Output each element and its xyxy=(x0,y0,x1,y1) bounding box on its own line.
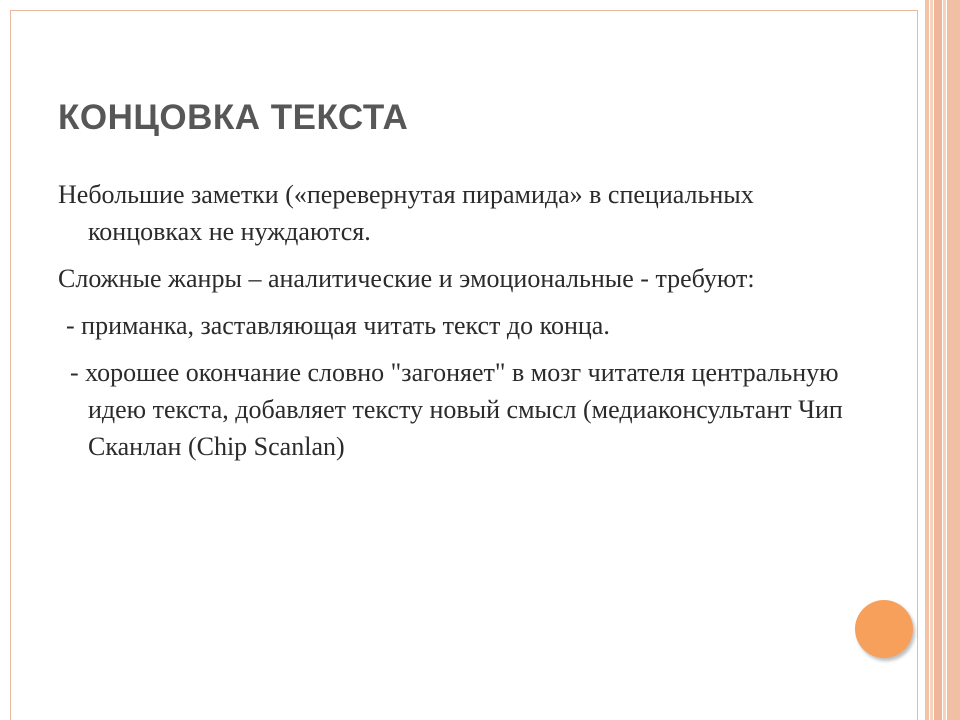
decorative-stripe xyxy=(930,0,933,720)
decorative-stripe xyxy=(934,0,942,720)
paragraph-complex-genres: Сложные жанры – аналитические и эмоциональные - требуют: xyxy=(58,264,755,293)
slide-title: КОНЦОВКА ТЕКСТА xyxy=(58,98,409,137)
decorative-stripe xyxy=(943,0,946,720)
decorative-stripe xyxy=(947,0,960,720)
slide-body xyxy=(58,176,858,475)
orange-circle-decoration xyxy=(855,600,913,658)
paragraph-bait: - приманка, заставляющая читать текст до конца. xyxy=(66,311,610,340)
paragraph-small-notes: Небольшие заметки («перевернутая пирамида» в специальных концовках не нуждаются. xyxy=(58,180,754,246)
decorative-stripe xyxy=(925,0,929,720)
paragraph-good-ending: - хорошее окончание словно "загоняет" в мозг читателя центральную идею текста, добавляет тексту новый смысл (медиаконсультант Чип Сканлан (Chip Scanlan) xyxy=(70,358,843,461)
